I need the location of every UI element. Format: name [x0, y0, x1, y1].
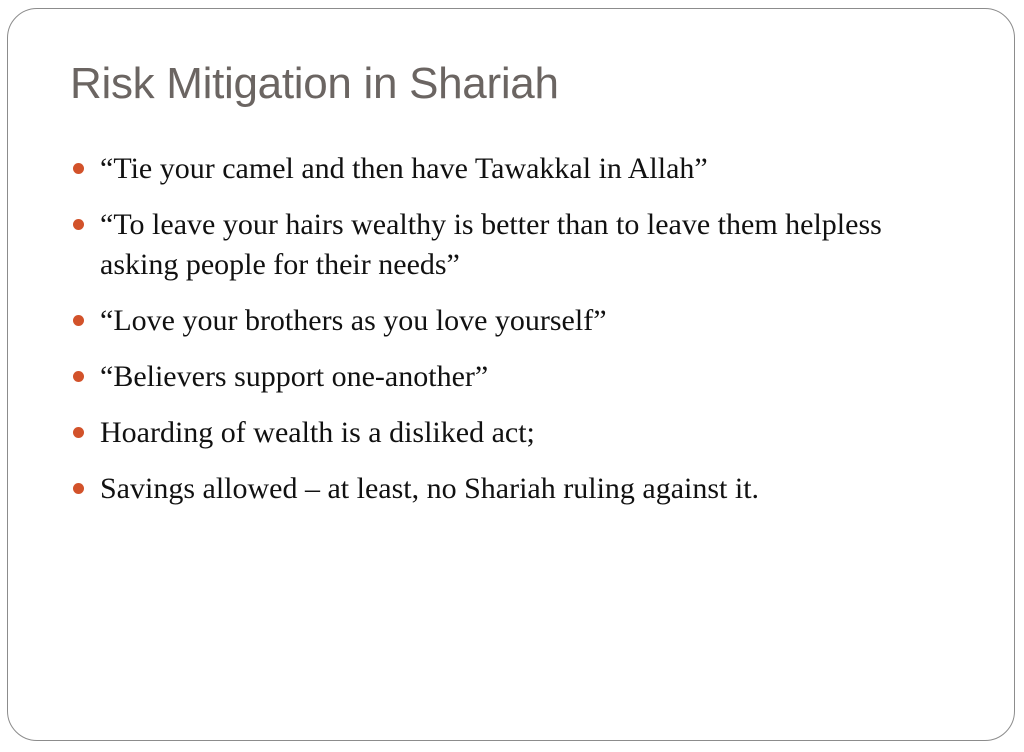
- bullet-item: [70, 469, 950, 509]
- bullet-text: “Believers support one-another”: [100, 360, 489, 393]
- bullet-item: [70, 149, 950, 189]
- bullet-text: Savings allowed – at least, no Shariah ruling against it.: [100, 472, 760, 505]
- bullet-dot-icon: [73, 371, 84, 382]
- bullet-text: Hoarding of wealth is a disliked act;: [100, 416, 535, 449]
- bullet-text: “Tie your camel and then have Tawakkal in Allah”: [100, 152, 708, 185]
- bullet-dot-icon: [73, 163, 84, 174]
- bullet-list: [70, 149, 950, 525]
- bullet-text: “To leave your hairs wealthy is better than to leave them helpless asking people for their needs”: [100, 208, 882, 281]
- bullet-item: [70, 205, 950, 285]
- bullet-item: [70, 413, 950, 453]
- bullet-item: [70, 301, 950, 341]
- bullet-dot-icon: [73, 315, 84, 326]
- bullet-dot-icon: [73, 219, 84, 230]
- bullet-dot-icon: [73, 427, 84, 438]
- slide-frame: [7, 8, 1015, 741]
- bullet-item: [70, 357, 950, 397]
- slide-title: Risk Mitigation in Shariah: [70, 59, 559, 108]
- bullet-text: “Love your brothers as you love yourself”: [100, 304, 607, 337]
- bullet-dot-icon: [73, 483, 84, 494]
